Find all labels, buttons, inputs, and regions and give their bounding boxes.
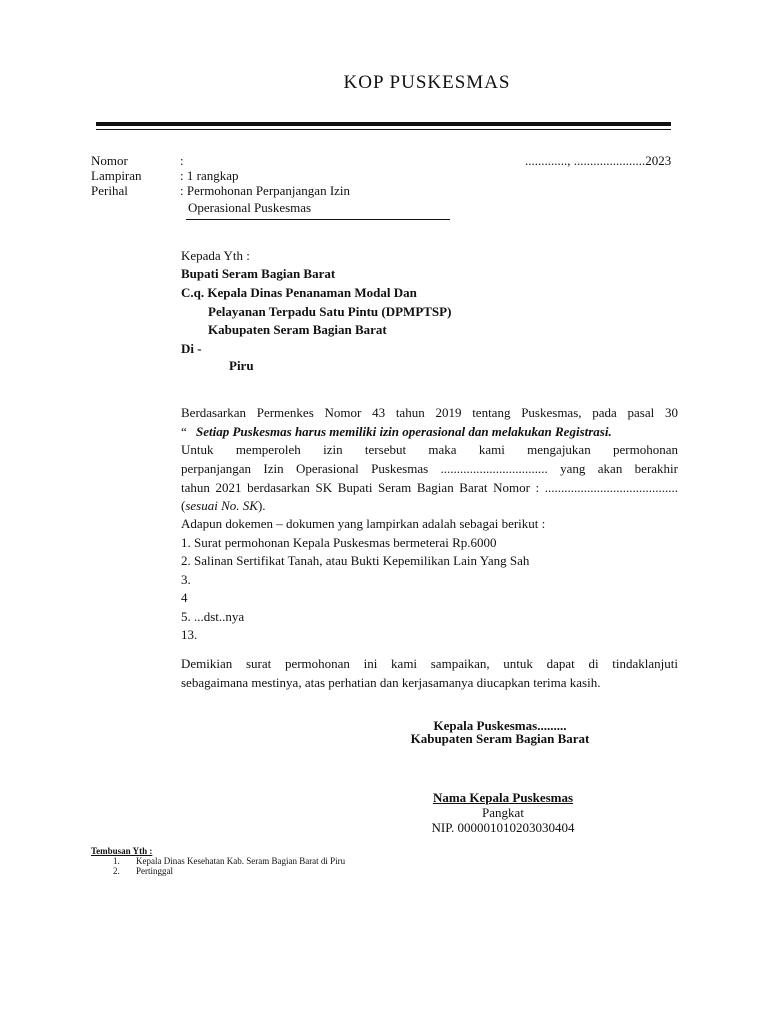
tembusan-num-2: 2. (113, 866, 120, 876)
recipient-line2: C.q. Kepala Dinas Penanaman Modal Dan (181, 285, 417, 300)
recipient-di: Di - (181, 341, 202, 356)
closing-line2: sebagaimana mestinya, atas perhatian dan kerjasamanya diucapkan terima kasih. (181, 675, 601, 690)
tembusan-label: Tembusan Yth : (91, 846, 153, 856)
nomor-label: Nomor (91, 153, 128, 168)
letterhead-rule-thin (96, 129, 671, 130)
recipient-city: Piru (229, 358, 254, 373)
body-p1-line5: tahun 2021 berdasarkan SK Bupati Seram Bagian Barat Nomor : ......................................... (181, 480, 678, 495)
body-quote-mark: “ (181, 424, 187, 439)
signature-name: Nama Kepala Puskesmas (432, 790, 574, 805)
attachment-item-3: 3. (181, 572, 191, 587)
body-p1-line1: Berdasarkan Permenkes Nomor 43 tahun 2019 tentang Puskesmas, pada pasal 30 (181, 405, 678, 420)
body-p2: Adapun dokemen – dokumen yang lampirkan adalah sebagai berikut : (181, 516, 546, 531)
body-p1-line2: Setiap Puskesmas harus memiliki izin operasional dan melakukan Registrasi. (196, 424, 612, 439)
body-p1-line4: perpanjangan Izin Operasional Puskesmas ................................. yang akan berakhir (181, 461, 678, 476)
lampiran-label: Lampiran (91, 168, 142, 183)
attachment-item-4: 4 (181, 590, 188, 605)
perihal-line1: : Permohonan Perpanjangan Izin (180, 183, 351, 198)
kepada-yth: Kepada Yth : (181, 248, 250, 263)
sk-note: sesuai No. SK (185, 498, 258, 513)
signature-nip: NIP. 000001010203030404 (431, 820, 575, 835)
tembusan-item-2: Pertinggal (136, 866, 173, 876)
recipient-line1: Bupati Seram Bagian Barat (181, 266, 336, 281)
perihal-line2: Operasional Puskesmas (188, 200, 312, 215)
letterhead-title: KOP PUSKESMAS (343, 72, 511, 93)
tembusan-item-1: Kepala Dinas Kesehatan Kab. Seram Bagian Barat di Piru (136, 856, 346, 866)
signature-rank: Pangkat (482, 805, 524, 820)
lampiran-value: : 1 rangkap (180, 168, 239, 183)
attachment-item-13: 13. (181, 627, 198, 642)
recipient-line4: Kabupaten Seram Bagian Barat (208, 322, 387, 337)
attachment-item-2: 2. Salinan Sertifikat Tanah, atau Bukti Kepemilikan Lain Yang Sah (181, 553, 530, 568)
body-p1-line6 (181, 498, 266, 514)
signature-title1: Kepala Puskesmas......... (433, 718, 567, 733)
signature-title2: Kabupaten Seram Bagian Barat (410, 731, 590, 746)
closing-line1: Demikian surat permohonan ini kami sampaikan, untuk dapat di tindaklanjuti (181, 656, 678, 671)
attachment-item-1: 1. Surat permohonan Kepala Puskesmas bermeterai Rp.6000 (181, 535, 497, 550)
perihal-label: Perihal (91, 183, 128, 198)
recipient-line3: Pelayanan Terpadu Satu Pintu (DPMPTSP) (208, 304, 452, 319)
tembusan-num-1: 1. (113, 856, 120, 866)
perihal-underline (186, 219, 450, 220)
attachment-item-5: 5. ...dst..nya (181, 609, 245, 624)
letter-date: ............., ......................2023 (525, 153, 672, 168)
nomor-colon: : (180, 153, 184, 168)
letterhead-rule-thick (96, 122, 671, 126)
body-p1-line3: Untuk memperoleh izin tersebut maka kami mengajukan permohonan (181, 442, 678, 457)
sk-paren-close: ). (257, 498, 266, 513)
sk-paren-open: ( (181, 498, 186, 513)
